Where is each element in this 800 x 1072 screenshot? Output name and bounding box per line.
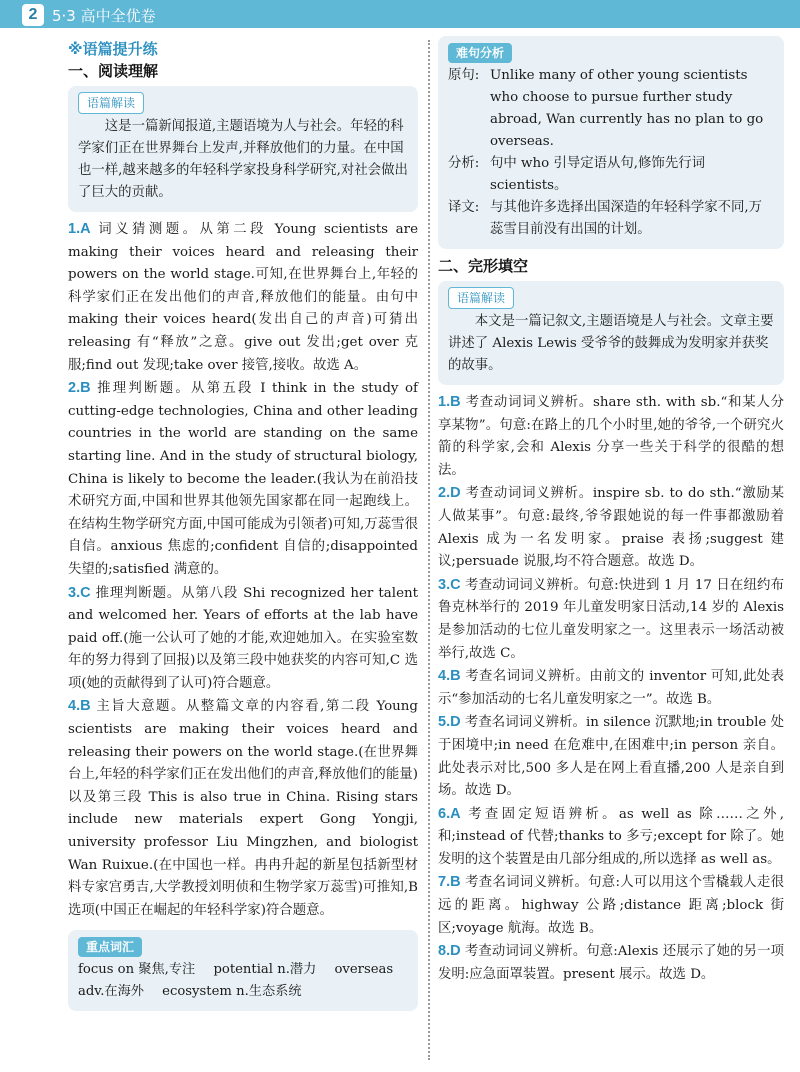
difficult-tag: 难句分析 — [448, 43, 512, 63]
page-number: 2 — [22, 4, 44, 26]
answer-text: 考查名词词义辨析。in silence 沉默地;in trouble 处于困境中;in need 在危难中,在困难中;in person 亲自。此处表示对比,500 多人是在网上看直播,200 人是亲自到场。故选 D。 — [438, 715, 784, 799]
right-column — [438, 36, 784, 986]
answer-label: 2.D — [438, 485, 461, 502]
answer-item — [68, 695, 418, 922]
answer-item — [68, 377, 418, 581]
section-label: ※语篇提升练 — [68, 40, 158, 58]
vocab-item: potential n.潜力 — [213, 962, 317, 978]
passage-tag: 语篇解读 — [448, 287, 514, 309]
answer-label: 4.B — [68, 698, 91, 715]
answer-item — [68, 582, 418, 696]
answer-label: 5.D — [438, 714, 461, 731]
answer-item — [438, 711, 784, 802]
passage-text: 这是一篇新闻报道,主题语境为人与社会。年轻的科学家们正在世界舞台上发声,并释放他们的力量。在中国也一样,越来越多的年轻科学家投身科学研究,对社会做出了巨大的贡献。 — [78, 119, 408, 200]
vocab-tag: 重点词汇 — [78, 937, 142, 957]
answer-item — [438, 803, 784, 872]
passage-panel — [68, 86, 418, 212]
cloze-answer-list — [438, 391, 784, 986]
answer-text: 考查名词词义辨析。句意:人可以用这个雪橇载人走很远的距离。highway 公路;distance 距离;block 街区;voyage 航海。故选 B。 — [438, 875, 784, 936]
difficult-row — [448, 197, 774, 241]
vocab-panel — [68, 930, 418, 1011]
answer-text: 推理判断题。从第五段 I think in the study of cutting-edge technologies, China and other leading countries in the world are standing on the same starting line. And in the study of structural biology, China is likely to become the leader.(我认为在前沿技术研究方面,中国和世界其他领先国家都在同一起跑线上。在结构生物学研究方面,中国可能成为引领者)可知,万蕊雪很自信。anxious 焦虑的;confident 自信的;disappointed 失望的;satisfied 满意的。 — [68, 381, 418, 577]
left-column — [68, 36, 418, 1017]
answer-text: 考查动词词义辨析。句意:快进到 1 月 17 日在纽约布鲁克林举行的 2019 年儿童发明家日活动,14 岁的 Alexis 是参加活动的七位儿童发明家之一。这里表示一场活动被举行,故选 C。 — [438, 577, 784, 661]
answer-label: 3.C — [68, 584, 91, 601]
answer-item — [438, 574, 784, 665]
answer-item — [438, 482, 784, 573]
passage-text: 本文是一篇记叙文,主题语境是人与社会。文章主要讲述了 Alexis Lewis 受爷爷的鼓舞成为发明家并获奖的故事。 — [448, 314, 774, 373]
difficult-row — [448, 153, 774, 197]
answer-label: 8.D — [438, 943, 461, 960]
cloze-title: 二、完形填空 — [438, 257, 529, 275]
answer-text: 考查动词词义辨析。句意:Alexis 还展示了她的另一项发明:应急面罩装置。present 展示。故选 D。 — [438, 944, 784, 982]
difficult-value: Unlike many of other young scientists who choose to pursue further study abroad, Wan currently has no plan to go overseas. — [490, 68, 764, 149]
vocab-list — [78, 959, 408, 1003]
answer-item — [438, 665, 784, 711]
answer-label: 3.C — [438, 576, 461, 593]
book-title: 5·3 高中全优卷 — [52, 7, 156, 25]
answer-label: 1.B — [438, 394, 461, 410]
difficult-key: 分析: — [448, 156, 480, 171]
answer-label: 4.B — [438, 668, 461, 685]
answer-list — [68, 218, 418, 922]
difficult-value: 句中 who 引导定语从句,修饰先行词 scientists。 — [490, 156, 705, 193]
answer-item — [438, 391, 784, 482]
answer-text: 考查动词词义辨析。inspire sb. to do sth.“激励某人做某事”。句意:最终,爷爷跟她说的每一件事都激励着 Alexis 成为一名发明家。praise 表扬;suggest 建议;persuade 说服,均不符合题意。故选 D。 — [438, 486, 784, 570]
vocab-item: ecosystem n.生态系统 — [162, 984, 302, 1000]
answer-label: 2.B — [68, 380, 91, 397]
reading-title: 一、阅读理解 — [68, 62, 159, 80]
answer-text: 主旨大意题。从整篇文章的内容看,第二段 Young scientists are making their voices heard and releasing their powers on the world stage.(在世界舞台上,年轻的科学家们正在发出他们的声音,释放他们的能量)以及第三段 This is also true in China. Rising stars include new materials expert Gong Yongji, university professor Liu Mingzhen, and biologist Wan Ruixue.(在中国也一样。冉冉升起的新星包括新型材料专家宫勇吉,大学教授刘明侦和生物学家万蕊雪)可推知,B 选项(中国正在崛起的年轻科学家)符合题意。 — [68, 699, 418, 918]
answer-item — [68, 218, 418, 377]
vocab-item: focus on 聚焦,专注 — [78, 962, 196, 978]
column-divider — [428, 40, 430, 1060]
answer-item — [438, 871, 784, 940]
answer-text: 词义猜测题。从第二段 Young scientists are making their voices heard and releasing their powers on the world stage.可知,在世界舞台上,年轻的科学家们正在发出他们的声音,释放他们的能量。由句中 making their voices heard(发出自己的声音)可猜出 releasing 有“释放”之意。give out 发出;get over 克服;find out 发现;take over 接管,接收。故选 A。 — [68, 222, 418, 373]
top-bar — [0, 0, 800, 28]
difficult-key: 译文: — [448, 200, 480, 215]
answer-text: 考查固定短语辨析。as well as 除……之外,和;instead of 代替;thanks to 多亏;except for 除了。她发明的这个装置是由几部分组成的,所以选择 as well as。 — [438, 806, 784, 867]
difficult-value: 与其他许多选择出国深造的年轻科学家不同,万蕊雪目前没有出国的计划。 — [490, 200, 763, 237]
difficult-key: 原句: — [448, 68, 480, 83]
answer-text: 推理判断题。从第八段 Shi recognized her talent and welcomed her. Years of efforts at the lab have paid off.(施一公认可了她的才能,欢迎她加入。在实验室数年的努力得到了回报)以及第三段中她获奖的内容可知,C 选项(她的贡献得到了认可)符合题意。 — [68, 585, 418, 691]
answer-text: 考查名词词义辨析。由前文的 inventor 可知,此处表示“参加活动的七名儿童发明家之一”。故选 B。 — [438, 669, 784, 707]
answer-text: 考查动词词义辨析。share sth. with sb.“和某人分享某物”。句意:在路上的几个小时里,她的爷爷,一个研究火箭的科学家,会和 Alexis 分享一些关于科学的很酷的想法。 — [438, 395, 784, 478]
passage-tag: 语篇解读 — [78, 92, 144, 114]
answer-label: 1.A — [68, 221, 91, 237]
answer-item — [438, 940, 784, 986]
difficult-sentence-panel — [438, 36, 784, 249]
answer-label: 7.B — [438, 874, 461, 891]
vocab-item: overseas adv.在海外 — [78, 962, 394, 1000]
difficult-row — [448, 65, 774, 153]
cloze-passage-panel — [438, 281, 784, 385]
answer-label: 6.A — [438, 805, 461, 822]
